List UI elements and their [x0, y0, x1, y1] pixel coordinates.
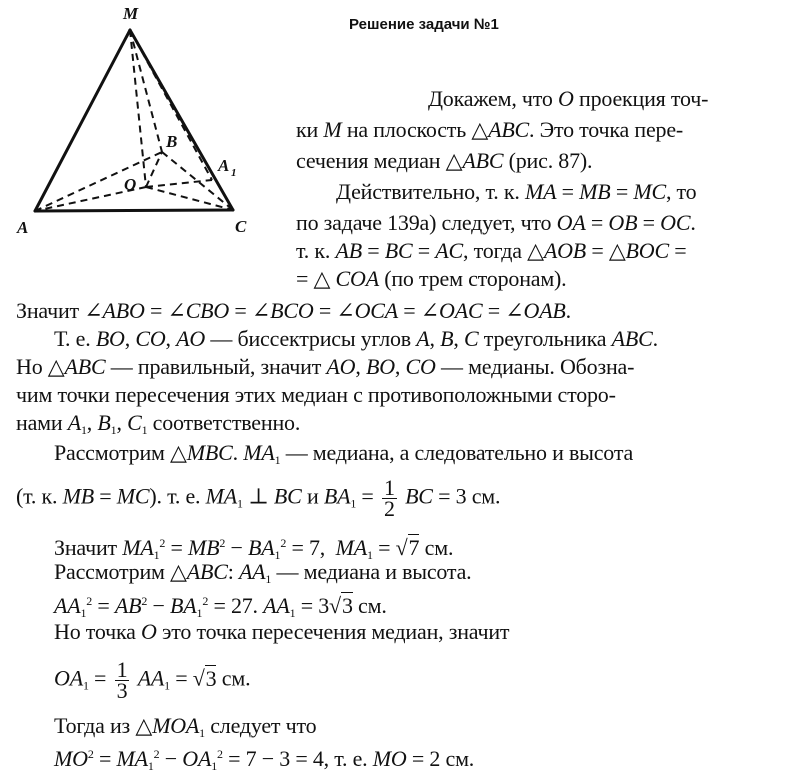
line-12: нами $A_1$, $B_1$, $C_1$ соответственно.: [16, 410, 301, 437]
pyramid-figure: [0, 0, 270, 240]
segment-MA1: [130, 30, 212, 180]
edge-MA: [35, 30, 130, 211]
label-C: C: [235, 217, 247, 236]
line-5: по задаче 139а) следует, что OA = OB = OC.: [296, 210, 696, 235]
line-19: $OA_1$ = $\frac{1}{3}$ $AA_1 = √3$ см.: [54, 657, 251, 703]
line-17: $AA_1^2 = AB^2 - BA_1^2 = 27$. $AA_1 = 3√3$ см.: [54, 593, 387, 620]
line-16: Рассмотрим △ABC: $AA_1$ — медиана и высота.: [54, 559, 472, 586]
line-3: сечения медиан △ABC (рис. 87).: [296, 148, 593, 173]
edge-MC: [130, 30, 233, 210]
label-O: O: [124, 175, 137, 194]
line-11: чим точки пересечения этих медиан с противоположными сторо-: [16, 382, 616, 407]
line-7: = △ COA (по трем сторонам).: [296, 266, 567, 291]
line-8: Значит ∠ABO = ∠CBO = ∠BCO = ∠OCA = ∠OAC = ∠OAB.: [16, 298, 571, 323]
line-18: Но точка O это точка пересечения медиан, значит: [54, 619, 510, 644]
line-10: Но △ABC — правильный, значит AO, BO, CO — медианы. Обозна-: [16, 354, 635, 379]
label-A: A: [17, 218, 29, 237]
line-13: Рассмотрим △MBC. $MA_1$ — медиана, а следовательно и высота: [54, 440, 634, 467]
line-9: Т. е. BO, CO, AO — биссектрисы углов A, B, C треугольника ABC.: [54, 326, 658, 351]
line-6: т. к. AB = BC = AC, тогда △AOB = △BOC =: [296, 238, 687, 263]
line-15: Значит $MA_1^2 = MB^2 - BA_1^2 = 7$, $MA_1 = √7$ см.: [54, 535, 454, 562]
label-A1-sub: 1: [231, 167, 237, 179]
line-20: Тогда из $\triangle MOA_1$ следует что: [54, 713, 317, 740]
label-A1: A: [218, 156, 230, 175]
line-1: Докажем, что O проекция точ-: [428, 86, 709, 111]
line-14: (т. к. MB = MC). т. е. $MA_1$ ⊥ BC и $BA_1$ = $\frac{1}{2}$ BC = 3 см.: [16, 475, 501, 521]
line-2: ки M на плоскость △ABC. Это точка пере-: [296, 117, 684, 142]
edge-AC: [35, 210, 233, 211]
edge-MB: [130, 30, 162, 152]
label-B: B: [166, 132, 178, 151]
label-M: M: [123, 4, 139, 23]
line-4: Действительно, т. к. MA = MB = MC, то: [336, 179, 697, 204]
edge-AB: [35, 152, 162, 211]
line-21: $MO^2 = MA_1^2 - OA_1^2 = 7 - 3 = 4$, т. е. MO = 2 см.: [54, 746, 475, 773]
page-title: Решение задачи №1: [349, 16, 499, 33]
